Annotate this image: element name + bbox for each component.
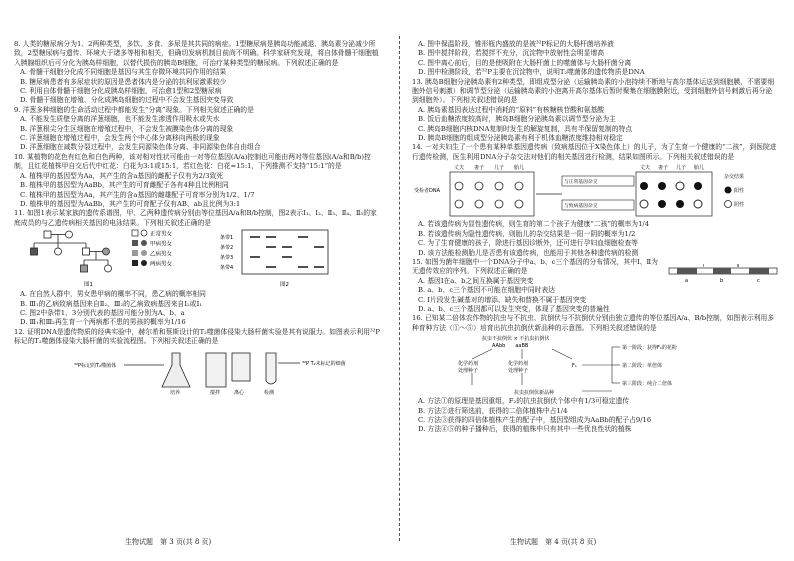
flow-chem-2a: 化学药剂: [508, 361, 529, 368]
centrifuge-label: 离心: [234, 389, 245, 395]
q16-option-a: A. 方法①的原理是基因重组，F₂的抗虫抗倒伏个体中有1/3可稳定遗传: [418, 397, 630, 406]
q14-option-d: D. 该方法能检测胎儿是否患有该遗传病，也能用于其他各种遗传病的检测: [418, 248, 639, 257]
legend-disease-b: 乙病男女: [150, 251, 173, 258]
q15-option-d: D. a、b、c三个基因都可以发生突变，体现了基因突变的普遍性: [418, 304, 610, 313]
seq-ii-label: Ⅱ: [737, 263, 740, 269]
q15-option-c: C. Ⅰ片段发生碱基对的增添、缺失和替换不属于基因突变: [418, 295, 587, 304]
q10-option-d: D. 植株甲的基因型为AaBb，其产生的可育配子仅有AB、ab且比例为3:1: [20, 199, 241, 208]
q10-option-b: B. 植株甲的基因型为AaBb，其产生的可育雌配子各有4种且比例相同: [20, 181, 229, 190]
person-husband: 丈夫: [454, 165, 465, 172]
gene-c-label: c: [757, 277, 760, 284]
legend-positive: 阳性: [734, 188, 745, 195]
q11-option-d: D. Ⅲ₁和Ⅲ₂再生育一个两病都不患的男孩的概率为1/16: [20, 318, 186, 327]
legend-negative: 阴性: [734, 202, 745, 209]
q8-option-a: A. 骨髓干细胞分化成不同细胞是基因与其生存微环境共同作用的结果: [20, 68, 227, 77]
seq-i-label: Ⅰ: [703, 263, 705, 269]
legend-title: 杂交结果: [724, 174, 745, 181]
pedigree-legend: [132, 230, 173, 268]
q11-figure: [14, 228, 381, 290]
band-label-3: 条带3: [220, 255, 234, 262]
q12-option-b: B. 图中搅拌阶段，若搅拌不充分，沉淀物中放射性会明显增高: [418, 49, 605, 58]
result-fetus: 胎儿: [694, 165, 705, 172]
left-column: [14, 40, 381, 395]
q14-option-b: B. 若该遗传病为隐性遗传病，则胎儿的杂交结果是一阳一阴的概率为1/2: [418, 229, 636, 238]
q16-breeding-flowchart: [412, 333, 779, 397]
q14-figure: [412, 162, 779, 220]
legend-both: 两病男女: [150, 261, 173, 268]
fig2-caption: 图2: [280, 282, 289, 289]
q12-option-d: D. 图中检测阶段，若³²P主要在沉淀物中，说明T₂噬菌体的遗传物质是DNA: [418, 68, 645, 77]
q11-stem: 11. 如图1表示某家族的遗传系谱图，甲、乙两种遗传病分别由等位基因A/a和B/b控制，图2表示Ⅰ₁、Ⅰ₂、Ⅱ₃、Ⅱ₄、Ⅱ₅的家庭成员的与乙遗传病相关基因的电泳结果。下列相关叙述正确的是: [14, 209, 377, 227]
q10-option-a: A. 植株甲的基因型为Aa，其产生的含a基因的雌配子仅有为2/3致死: [20, 171, 224, 180]
q8-option-d: D. 骨髓干细胞在增殖、分化成胰岛细胞的过程中不会发生基因突变导致: [20, 96, 234, 105]
flask-icon: [162, 353, 190, 387]
flow-f1: F₁: [572, 363, 577, 370]
q9-option-a: A. 不能发生质壁分离的洋葱细胞，也不能发生渗透作用吸水或失水: [20, 115, 220, 124]
tube-icon: [266, 353, 276, 384]
q12-stem: 12. 证明DNA是遗传物质的经典实验中，赫尔希和蔡斯设计的T₂噬菌体侵染大肠杆菌实验是其有说服力。如图表示利用³²P标记的T₂噬菌体侵染大肠杆菌的实验流程图。下列相关叙述正确的是: [14, 327, 381, 346]
q12-option-c: C. 图中离心前后，目的是使吸附在大肠杆菌上的噬菌体与大肠杆菌分离: [418, 58, 632, 67]
q9-option-c: C. 洋葱细胞在增殖过程中，会发生两个中心体分离移向两极的现象: [20, 134, 220, 143]
q11-option-a: A. 在自然人群中，男女患甲病的概率不同，患乙病的概率相同: [20, 290, 206, 299]
unlabeled-bacteria-label: ³²P T₂未标记的细菌: [302, 360, 346, 367]
q9-stem: 9. 洋葱多种细胞的生命活动过程中都能发生“分离”现象。下列相关叙述正确的是: [14, 105, 254, 114]
q9-option-d: D. 洋葱细胞在减数分裂过程中，会发生同源染色体分离、非同源染色体自由组合: [20, 143, 261, 152]
legend-disease-a: 甲病男女: [150, 241, 173, 248]
q13-option-a: A. 胰岛素基因表达过程中消耗的“原料”有核糖核苷酸和氨基酸: [418, 105, 605, 114]
phage-label: ³²P标记的T₂噬菌体: [74, 362, 117, 369]
flow-result: 抗虫抗倒伏新品种: [514, 390, 555, 397]
person-son: 儿子: [494, 165, 505, 172]
result-panel: [636, 164, 744, 216]
flow-chem-1a: 化学药剂: [458, 361, 479, 368]
q11-option-b: B. Ⅲ₁的乙病致病基因来自Ⅱ₂、Ⅲ₂的乙病致病基因来自Ⅰ₂或Ⅰ₁: [20, 299, 202, 308]
right-column: [412, 40, 779, 435]
q13-option-c: C. 胰岛B细胞内核DNA复制时发生的解旋复制，具有半保留复制的特点: [418, 124, 633, 133]
flow-step-3: 第三阶段：纯合二倍体: [622, 381, 673, 388]
column-divider: [399, 36, 400, 541]
flow-chem-2b: 处理种子: [508, 368, 529, 375]
q13-option-b: B. 饭后血糖浓度较高时，胰岛B细胞分泌胰岛素以调节型分泌为主: [418, 115, 616, 124]
culture-label: 培养: [170, 389, 181, 395]
flow-cross: 抗虫不抗倒伏 × 不抗虫抗倒伏: [482, 336, 550, 343]
result-husband: 丈夫: [640, 165, 651, 172]
stir-label: 搅拌: [210, 389, 221, 395]
footer-page-3: 生物试题 第 3 页(共 8 页): [125, 538, 212, 546]
legend-normal: 正常男女: [150, 231, 173, 238]
q8-option-c: C. 利用自体骨髓干细胞分化成胰岛样细胞，可治愈1型和2型糖尿病: [20, 87, 222, 96]
q9-option-b: B. 洋葱根尖分生区细胞在增殖过程中，不会发生被膜染色体分离的现象: [20, 124, 234, 133]
q12-figure: [14, 347, 381, 395]
q13-option-d: D. 胰岛B细胞的组成型分泌胰岛素有利于机体血糖浓度维持相对稳定: [418, 134, 623, 143]
flow-step-2: 第二阶段：单倍体: [622, 363, 663, 370]
result-son: 儿子: [676, 165, 687, 172]
probe-panel: [414, 164, 634, 216]
result-wife: 妻子: [658, 165, 669, 172]
detect-label: 检测: [264, 389, 275, 395]
flow-step-1: 第一阶段：获得F₁的花粉: [622, 345, 677, 352]
dna-gene-diagram: [667, 264, 779, 284]
q15-option-a: A. 基因Ⅰ在a、b之间互换属于基因突变: [418, 276, 534, 285]
q8-stem: 8. 人类的糖尿病分为1、2两种类型，多饮、多食、多尿是其共同的病症。1型糖尿病是胰岛功能减退、胰岛素分泌减少所致，2型糖尿病与遗传、环境大于诸多等相和相关，但确切发病机制目前尚不明确。科学家研究发现，将自体骨髓干细胞植入胰腺组织后可分化为胰岛样细胞，以替代损伤的胰岛B细胞，可治疗某种类型的糖尿病。下列叙述正确的是: [14, 40, 379, 67]
q16-option-c: C. 方法③获得的四倍体植株产生的配子中，基因型组成为AaBb的配子占9/16: [418, 415, 652, 424]
q10-stem: 10. 某植物的花色有红色和白色两种，该对相对性状可能由一对等位基因(A/a)控制也可能由两对等位基因(A/a和B/b)控制，且红花植株甲自交后代中红花：白花为3:1或15:1，若红色花：白花=15:1，下列推测不支持“15:1”的是: [14, 152, 371, 171]
beaker-icon: [206, 353, 226, 387]
q15-option-b: B. a、b、c三个基因不可能在细胞中同时表达: [418, 286, 556, 295]
flow-chem-1b: 处理种子: [458, 368, 479, 375]
q16-option-d: D. 方法④⑤的种子播种后，获得的植株中只有其中一些优良性状的植株: [418, 425, 632, 434]
q13-stem: 13. 胰岛B细胞分泌胰岛素有2种类型，即组成型分泌（运输胰岛素的小泡持续不断地与高尔基体运送到细胞膜，不需要细胞外信号刺激）和调节型分泌（运输胰岛素的小泡离开高尔基体后暂时聚集在细胞膜附近，受到细胞外信号刺激后再分泌到细胞外）。下列相关叙述错误的是: [412, 77, 775, 105]
footer-page-4: 生物试题 第 4 页(共 8 页): [510, 538, 597, 546]
band-label-2: 条带2: [220, 245, 234, 252]
probe-disease-label: 与致病基因杂交: [564, 204, 598, 210]
fig1-caption: 图1: [84, 282, 93, 289]
electrophoresis-gel: [220, 230, 328, 274]
band-label-1: 条带1: [220, 235, 234, 242]
q15-stem: 15. 如图为菌年细胞中一个DNA分子中a、b、c三个基因的分布情况，其中Ⅰ、Ⅱ为无遗传效应的序列。下列叙述正确的是: [412, 257, 658, 276]
q8-option-b: B. 糖尿病患者有多尿症状的原因是患者体内是分泌的抗利尿激素较少: [20, 77, 227, 86]
q11-option-c: C. 图2中条带1、3分别代表的基因可能分别为A、b、a: [20, 308, 185, 317]
q14-option-c: C. 为了生育健康的孩子，除进行基因诊断外，还可进行孕妇血细胞检查等: [418, 239, 638, 248]
q14-stem: 14. 一对夫妇生了一个患有某种单基因遗传病（致病基因位于X染色体上）的儿子，为了生育一个健康的“二孩”，到医院进行遗传检测，医生利用DNA分子杂交法对他们的相关基因进行检测，结果如图所示。下列相关叙述错误的是: [412, 143, 777, 161]
q14-option-a: A. 若该遗传病为显性遗传病，则生育的第二个孩子为健康“二孩”的概率为1/4: [418, 220, 650, 229]
q16-stem: 16. 已知某二倍体农作物的抗虫与不抗虫、抗倒伏与不抗倒伏分别由独立遗传的等位基因A/a、B/b控制，如图表示利用多种育种方法（①～⑤）培育出抗虫抗倒伏新品种的示意图。下列相关叙述错误的是: [412, 314, 775, 332]
dna-label: 受检者DNA: [414, 188, 441, 195]
flow-parents: AAbb aaBB: [492, 343, 529, 350]
band-label-4: 条带4: [220, 265, 234, 272]
gene-a-label: a: [685, 277, 689, 284]
q16-option-b: B. 方法②进行筛选前，获得的二倍体植株中占1/4: [418, 406, 568, 415]
q12-option-a: A. 图中保温阶段，锥形瓶内盛放的是被³²P标记的大肠杆菌培养液: [418, 40, 614, 48]
gene-b-label: b: [720, 277, 724, 284]
person-wife: 妻子: [474, 165, 485, 172]
person-fetus: 胎儿: [514, 165, 525, 172]
pedigree-chart: [31, 231, 112, 272]
probe-normal-label: 与正常基因杂交: [564, 180, 598, 186]
q10-option-c: C. 植株甲的基因型为Aa，其产生的含a基因的雌雄配子可育率分别为1/2、1/7: [20, 190, 255, 199]
